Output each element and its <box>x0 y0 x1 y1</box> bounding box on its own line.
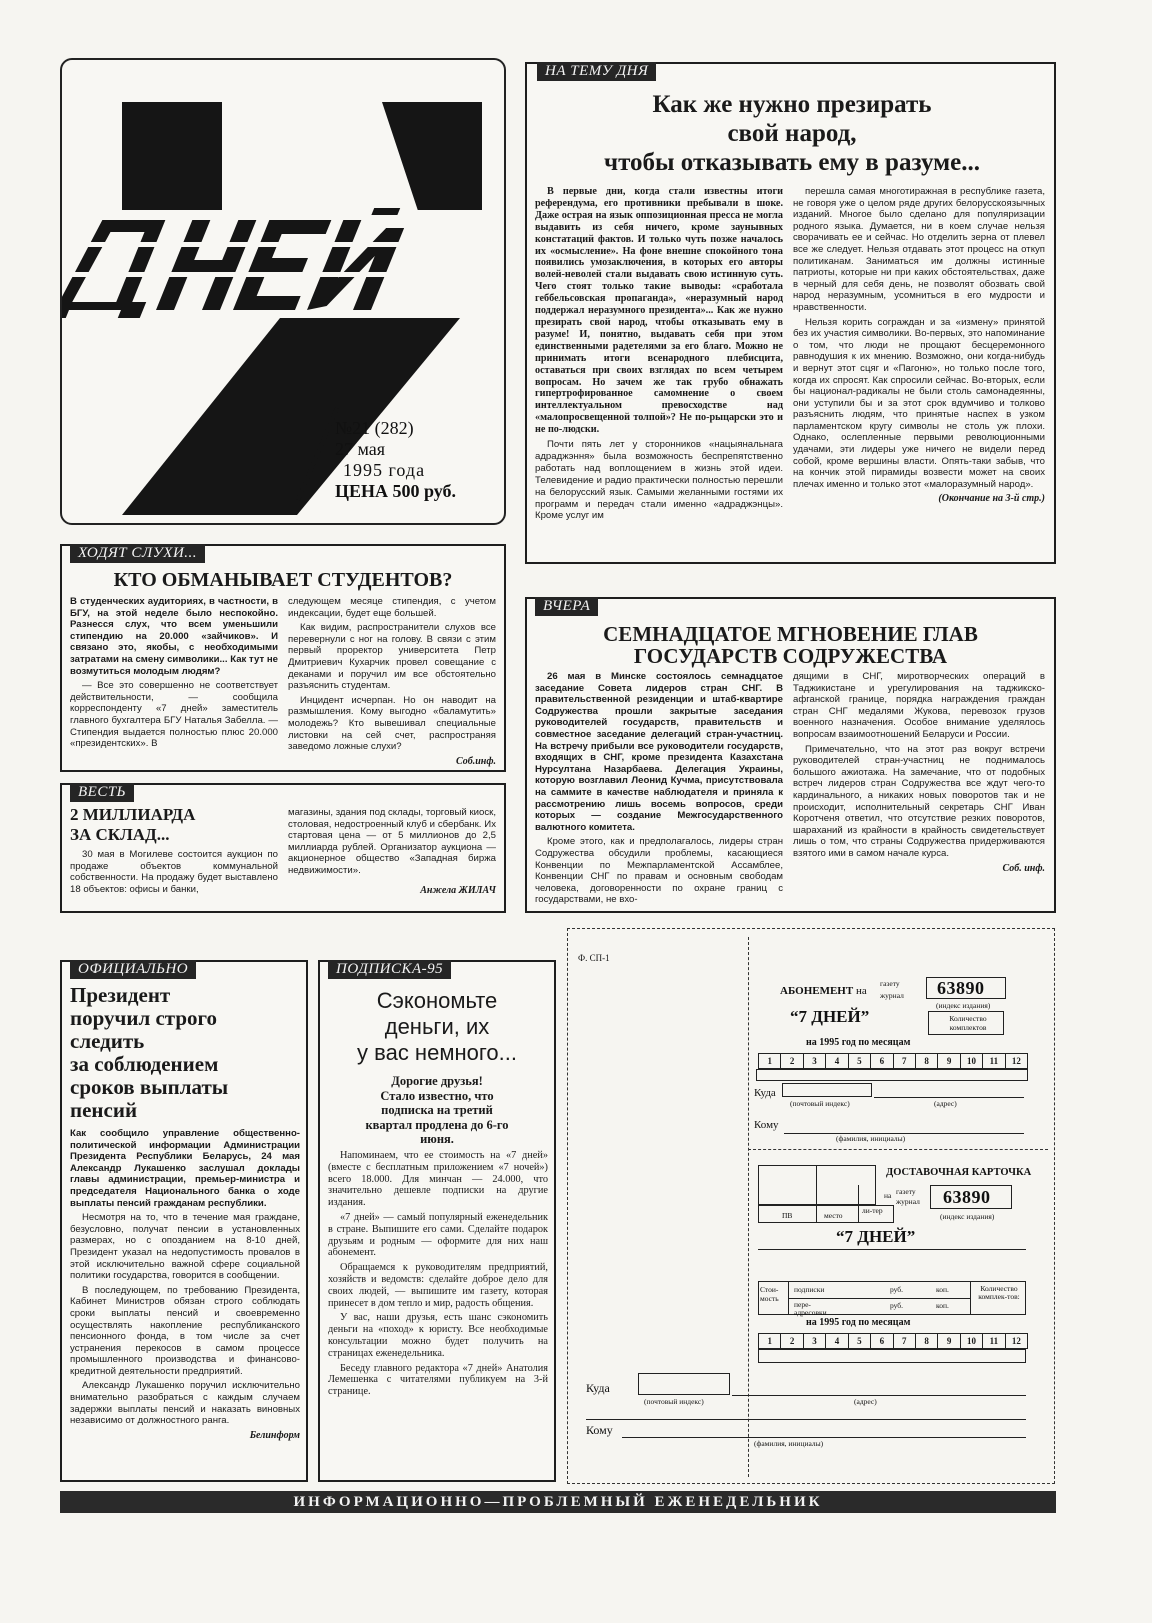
news-rubric: ВЕСТЬ <box>70 783 134 802</box>
month-cell[interactable]: 11 <box>983 1054 1005 1068</box>
official-headline-line: за соблюдением <box>70 1052 219 1076</box>
rumors-paragraph: следующем месяце стипендия, с учетом индексации, будет еще большей. <box>288 596 496 619</box>
form-card-title: ДОСТАВОЧНАЯ КАРТОЧКА <box>886 1167 1032 1178</box>
news-column-2 <box>288 807 496 896</box>
form-qty-label: Количество комплектов <box>949 1014 987 1032</box>
yesterday-rubric: ВЧЕРА <box>535 597 598 616</box>
yesterday-paragraph: Примечательно, что на этот раз вокруг встречи руководителей стран-участниц не поднималось большого ажиотажа. На замечание, что от подобных встреч лидеров стран Содружества все ждут чего-то кардинального, а никаких новых поворотов так и не происходит, исполнительный секретарь СНГ Иван Коротченя ответил, что отсутствие резких поворотов, шараханий из крайности в крайность свидетельствует лишь о том, что страны Содружества придерживаются взятого ими в самом начале курса. <box>793 743 1045 859</box>
form-zhurnal: журнал <box>880 991 904 1000</box>
lead-paragraph: Почти пять лет у сторонников «нацыянальнага адраджэння» была возможность беспрепятственно работать над воплощением в жизнь этой идеи. Телевидение и радио практически полностью перешли на белорусский язык. Самыми желанными гостями их программ и передач стали именно «адраджэнцы». Кроме услуг им <box>535 439 783 522</box>
form-rub-label-2: руб. <box>890 1301 903 1310</box>
form-card-address-label: (адрес) <box>854 1397 877 1406</box>
yesterday-article <box>525 597 1056 913</box>
form-liter-label: ли-тер <box>862 1206 883 1215</box>
form-index-value: 63890 <box>937 978 985 998</box>
issue-info <box>335 418 456 502</box>
month-cell[interactable]: 3 <box>804 1334 826 1348</box>
form-year-label: на 1995 год по месяцам <box>806 1037 911 1048</box>
issue-number: №21 (282) <box>335 418 414 438</box>
subscription-lead <box>320 1074 554 1147</box>
subscription-headline-line: у вас немного... <box>357 1040 517 1065</box>
form-card-extra-line[interactable] <box>586 1419 1026 1420</box>
month-cell[interactable]: 12 <box>1011 1056 1021 1066</box>
official-column <box>70 1128 300 1441</box>
form-cost-mid-line <box>788 1298 970 1299</box>
yesterday-column-2 <box>793 671 1045 874</box>
form-komu-label: Кому <box>754 1119 779 1131</box>
subscription-lead-line: подписка на третий <box>381 1103 493 1117</box>
form-address-line[interactable] <box>874 1097 1024 1098</box>
month-cell[interactable]: 10 <box>961 1054 983 1068</box>
news-paragraph: 30 мая в Могилеве состоится аукцион по продаже объектов коммунальной собственности. На продажу будет выставлено 18 объектов: офисы и банки, <box>70 849 278 895</box>
subscription-headline-line: Сэкономьте <box>376 988 498 1013</box>
yesterday-paragraph: 26 мая в Минске состоялось семнадцатое заседание Совета лидеров стран СНГ. В правительственной резиденции и штаб-квартире Содружества прошли закрытые заседания руководителей государств, правительств и совместное заседание делегаций стран-участниц. На встречу прибыли все руководители государств, входящих в СНГ, кроме президента Казахстана Нурсултана Назарбаева. Делегация Украины, которую возглавил Леонид Кучма, присутствовала на саммите в качестве наблюдателя и приняла к рассмотрению лишь восемь вопросов, среди которых — создание Межгосударственного валютного комитета. <box>535 671 783 833</box>
subscription-headline <box>320 988 554 1066</box>
month-cell[interactable]: 6 <box>871 1334 893 1348</box>
form-code: Ф. СП-1 <box>578 953 610 963</box>
subscription-lead-line: Стало известно, что <box>380 1088 494 1103</box>
form-cost-divider <box>970 1281 971 1315</box>
subscription-form <box>567 928 1055 1484</box>
news-headline <box>70 805 280 845</box>
form-kolvo-label: Количество комплек-тов: <box>978 1284 1020 1301</box>
form-months-grid[interactable] <box>758 1053 1028 1069</box>
form-card-postal-box[interactable] <box>638 1373 730 1395</box>
subscription-paragraph: У вас, наши друзья, есть шанс сэкономить деньги на «поход» к юристу. Все необходимые консультации можно будет получить на страницах еженедельника. <box>328 1312 548 1359</box>
form-kuda-label: Куда <box>754 1087 776 1099</box>
form-kop-label: коп. <box>936 1285 949 1294</box>
rumors-rubric: ХОДЯТ СЛУХИ... <box>70 544 205 563</box>
rumors-article <box>60 544 506 772</box>
yesterday-signature: Соб. инф. <box>1002 862 1045 874</box>
form-card-name-line[interactable] <box>622 1437 1026 1438</box>
month-cell[interactable]: 3 <box>804 1054 826 1068</box>
month-cell[interactable]: 8 <box>916 1054 938 1068</box>
form-card-title-line <box>758 1249 1026 1250</box>
form-index-label: (индекс издания) <box>936 1001 991 1010</box>
official-paragraph: Александр Лукашенко поручил исключительно внимательно разобраться с каждым случаем задержки выплаты пенсий и наказать виновных независимо от должностного ранга. <box>70 1380 300 1427</box>
subscription-column <box>328 1150 548 1401</box>
form-card-address-line[interactable] <box>732 1395 1026 1396</box>
form-postal-index-box[interactable] <box>782 1083 872 1097</box>
form-card-index-value: 63890 <box>943 1187 991 1207</box>
lead-paragraph: В первые дни, когда стали известны итоги референдума, его противники пребывали в шоке. Даже острая на язык оппозиционная пресса не могла выдавить из себя ничего, кроме заунывных констатаций фактов. И только чуть позже началось их «осмысление». На фоне внешне спокойного тона появились умозаключения, в которых его авторы волей-неволей стали выдавать свою истинную суть. Чего стоят только такие выводы: «сработала геббельсовская пропаганда», «неразумный народ поддержал неразумного президента»... Как же нужно презирать свой народ, чтобы отказывать ему в разуме! И, понятно, выдавать себя при этом единственными радетелями за его благо. Можно не принимать итоги всенародного плебисцита, оставаться при своих взглядах по всем четырем вопросам. Но зачем же так грубо обнажать гипертрофированное самомнение о своем интеллектуальном превосходстве над «малопросвещенной толпой»? Не по-рыцарски это и не по-людски. <box>535 186 783 436</box>
official-headline-line: сроков выплаты <box>70 1075 229 1099</box>
form-kop-label-2: коп. <box>936 1301 949 1310</box>
form-card-months-empty-row[interactable] <box>758 1349 1026 1363</box>
yesterday-headline-line-1: СЕМНАДЦАТОЕ МГНОВЕНИЕ ГЛАВ <box>603 622 978 646</box>
official-paragraph: В последующем, по требованию Президента, Кабинет Министров обязан строго соблюдать сроки выплаты пенсий и своевременно осуществлять накопление республиканского пенсионного фонда, в том числе за счет устранения перекосов в самом процессе промышленного производства и финансово-кредитной деятельности предприятий. <box>70 1284 300 1377</box>
month-cell[interactable]: 9 <box>938 1054 960 1068</box>
form-abonement-text: АБОНЕМЕНТ <box>780 985 854 997</box>
rumors-paragraph: В студенческих аудиториях, в частности, в БГУ, на этой неделе было неспокойно. Разнесся слух, что всем уменьшили стипендию на 20.000 «зайчиков». И связано это, якобы, с необходимыми затратами на смену символики... Как тут не возмутиться молодым людям? <box>70 596 278 677</box>
month-cell[interactable]: 5 <box>849 1334 871 1348</box>
rumors-headline: КТО ОБМАНЫВАЕТ СТУДЕНТОВ? <box>113 569 453 591</box>
lead-paragraph: Нельзя корить сограждан и за «измену» принятой без их участия символики. Во-первых, это напоминание о том, что люди не прощают бесцеремонного равнодушия к их мнению. Возможно, они когда-нибудь и вернут этот сцяг и «Пагоню», но только после того, когда их спросят. Как спросили сейчас. Во-вторых, если бы национал-радикалы не были столь самонадеянны, они уступили бы и за этот срок вдумчиво и толково разъяснить людям, что принятые наспех в узком парламентском кругу символы не столь уж плохи. Однако, ослепленные первыми революционными удачами, эти лидеры уже ничего не видели перед собой, кроме вершины власти. Опять-таки забыв, что на кончик этой пирамиды возвести может на своих плечах именно и только этот «малоразумный народ». <box>793 316 1045 490</box>
month-cell[interactable]: 7 <box>894 1334 916 1348</box>
form-abonement-label <box>780 985 867 997</box>
lead-paragraph: перешла самая многотиражная в республике газета, не говоря уже о целом ряде других белорусскоязычных изданий. Многое было сделано для популяризации родного языка. Думается, ни в коем случае нельзя сворачивать ее и сейчас. Но отделить зерна от плевел все же следует. Нельзя отдавать этот процесс на откуп политиканам. Заниматься им должны истинные патриоты, которые ни при каких обстоятельствах, даже в черный для себя день, не позволят обозвать свой народ неразумным, усомниться в его мудрости и нравственности. <box>793 186 1045 313</box>
form-card-zhurnal: журнал <box>896 1197 920 1206</box>
yesterday-paragraph: дящими в СНГ, миротворческих операций в Таджикистане и урегулирования на таджикско-афганской границе, порядка награждения граждан стран СНГ медалями Жукова, перевозок грузов военного назначения. Особое внимание уделялось вопросам взаимоотношений Беларуси и России. <box>793 671 1045 740</box>
official-headline-line: поручил строго <box>70 1006 218 1030</box>
form-card-months-grid[interactable] <box>758 1333 1028 1349</box>
form-gazetu: газету <box>880 979 900 988</box>
lead-headline-line-1: Как же нужно презирать <box>652 91 932 118</box>
month-cell[interactable]: 11 <box>983 1334 1005 1348</box>
form-mesto-label: место <box>824 1211 843 1220</box>
form-card-year-label: на 1995 год по месяцам <box>806 1317 911 1328</box>
form-card-index-box[interactable] <box>930 1185 1012 1209</box>
lead-headline-line-3: чтобы отказывать ему в разуме... <box>603 149 981 176</box>
official-headline-line: Президент <box>70 983 171 1007</box>
form-postal-index-label: (почтовый индекс) <box>790 1099 850 1108</box>
month-cell[interactable]: 10 <box>961 1334 983 1348</box>
official-article <box>60 960 308 1482</box>
issue-year: 1995 года <box>343 460 426 480</box>
lead-headline-line-2: свой народ, <box>727 120 857 147</box>
subscription-lead-line: июня. <box>420 1132 454 1146</box>
rumors-paragraph: — Все это совершенно не соответствует действительности, — сообщила корреспонденту «7 дней» заместитель главного бухгалтера БГУ Наталья Забелла. — Стипендия выдается полностью плюс 20.000 «президентских». В <box>70 680 278 750</box>
lead-headline <box>537 90 1047 177</box>
form-card-postal-label: (почтовый индекс) <box>644 1397 704 1406</box>
issue-price: ЦЕНА 500 руб. <box>335 481 457 501</box>
rumors-paragraph: Как видим, распространители слухов все перевернули с ног на голову. В связи с этим первый проректор университета Петр Дмитриевич Кухарчик провел совещание с деканами и поручил им все обстоятельно разъяснить студентам. <box>288 622 496 692</box>
official-rubric: ОФИЦИАЛЬНО <box>70 960 196 979</box>
lead-continued: (Окончание на 3-й стр.) <box>938 493 1045 505</box>
month-cell[interactable]: 4 <box>826 1054 848 1068</box>
month-cell[interactable]: 6 <box>871 1054 893 1068</box>
rumors-paragraph: Инцидент исчерпан. Но он наводит на размышления. Кому выгодно «баламутить» молодежь? Кто вывешивал специальные листовки на сей счет, распространяя заведомо ложные слухи? <box>288 694 496 753</box>
official-headline-line: пенсий <box>70 1098 138 1122</box>
form-card-index-label: (индекс издания) <box>940 1212 995 1221</box>
month-cell[interactable]: 1 <box>759 1054 781 1068</box>
month-cell[interactable]: 9 <box>938 1334 960 1348</box>
form-months-empty-row[interactable] <box>756 1069 1028 1081</box>
lead-column-2 <box>793 186 1045 505</box>
yesterday-headline <box>527 623 1054 667</box>
official-headline-line: следить <box>70 1029 145 1053</box>
yesterday-paragraph: Кроме этого, как и предполагалось, лидеры стран Содружества обсудили проблемы, касающиеся Конвенции по Межпарламентской Ассамблее, Конвенции СНГ по правам и основным свободам человека, договоренности по охране границ с государствами, не вхо- <box>535 836 783 906</box>
form-name-label: (фамилия, инициалы) <box>836 1134 906 1143</box>
subscription-lead-line: Дорогие друзья! <box>391 1074 483 1088</box>
news-headline-line-2: ЗА СКЛАД... <box>70 825 170 844</box>
month-cell[interactable]: 7 <box>894 1054 916 1068</box>
subscription-paragraph: Напоминаем, что ее стоимость на «7 дней» (вместе с бесплатным приложением «7 ночей») всего 18.000. Для минчан — 24.000, что значительно дешевле подписки на другие издания. <box>328 1150 548 1209</box>
form-na-text: на <box>855 985 867 997</box>
subscription-paragraph: Беседу главного редактора «7 дней» Анатолия Лемешенка с читателями публикуем на 3-й странице. <box>328 1362 548 1398</box>
lead-column-1 <box>535 186 783 525</box>
form-card-name-label: (фамилия, инициалы) <box>754 1439 824 1448</box>
rumors-column-1 <box>70 596 278 753</box>
form-card-na: на <box>884 1191 892 1200</box>
month-cell[interactable]: 1 <box>759 1334 781 1348</box>
lead-article <box>525 62 1056 564</box>
official-paragraph: Несмотря на то, что в течение мая граждане, безусловно, получат пенсии в установленных размерах, но с опозданием на 8-10 дней, Президент указал на недопустимость провалов в этой исключительно важной сфере социальной политики государства, говорится в сообщении. <box>70 1212 300 1282</box>
official-headline <box>70 984 302 1122</box>
month-cell[interactable]: 2 <box>781 1054 803 1068</box>
form-card-komu-label: Кому <box>586 1423 613 1437</box>
form-podpiski-label: подписки <box>794 1285 825 1294</box>
footer-banner: ИНФОРМАЦИОННО—ПРОБЛЕМНЫЙ ЕЖЕНЕДЕЛЬНИК <box>60 1491 1056 1513</box>
month-cell[interactable]: 2 <box>781 1334 803 1348</box>
form-card-title-name: “7 ДНЕЙ” <box>836 1227 916 1246</box>
lead-rubric: НА ТЕМУ ДНЯ <box>537 62 656 81</box>
month-cell[interactable]: 8 <box>916 1334 938 1348</box>
month-cell[interactable]: 5 <box>849 1054 871 1068</box>
form-qty-box[interactable] <box>928 1011 1004 1035</box>
form-stoimost-label: Стои-мость <box>760 1285 779 1303</box>
rumors-signature: Соб.инф. <box>456 755 496 767</box>
form-separator <box>748 1149 1048 1150</box>
official-signature: Белинформ <box>249 1429 300 1441</box>
issue-date: 27 мая <box>335 439 386 459</box>
news-article <box>60 783 506 913</box>
form-card-kuda-label: Куда <box>586 1381 610 1395</box>
official-paragraph: Как сообщило управление общественно-политической информации Администрации Президента Республики Беларусь, 24 мая Александр Лукашенко заслушал доклады главы администрации, премьер-министра и председателя Национального банка о ходе выплаты пенсий гражданам республики. <box>70 1128 300 1209</box>
form-pereadres-label: пере-адресовки <box>794 1300 827 1317</box>
form-index-box[interactable] <box>926 977 1006 999</box>
news-headline-line-1: 2 МИЛЛИАРДА <box>70 805 196 824</box>
subscription-paragraph: «7 дней» — самый популярный еженедельник в стране. Выпишите его сами. Сделайте подарок друзьям и родным — оформите для них наш абонемент. <box>328 1211 548 1259</box>
subscription-headline-line: деньги, их <box>384 1014 490 1039</box>
subscription-lead-line: квартал продлена до 6-го <box>365 1117 509 1132</box>
month-cell[interactable]: 4 <box>826 1334 848 1348</box>
form-title: “7 ДНЕЙ” <box>790 1007 870 1026</box>
month-cell[interactable]: 12 <box>1011 1336 1021 1346</box>
yesterday-column-1 <box>535 671 783 909</box>
news-signature: Анжела ЖИЛАЧ <box>420 884 496 896</box>
subscription-rubric: ПОДПИСКА-95 <box>328 960 451 979</box>
form-cut-line <box>748 937 749 1477</box>
form-pv-label: ПВ <box>782 1211 793 1220</box>
form-address-label: (адрес) <box>934 1099 957 1108</box>
rumors-column-2 <box>288 596 496 767</box>
subscription-article <box>318 960 556 1482</box>
subscription-paragraph: Обращаемся к руководителям предприятий, хозяйств и ведомств: сделайте доброе дело для своих людей, — выпишите им газету, которая принесет в дом тепло и мир, радость общения. <box>328 1262 548 1309</box>
form-card-gazetu: газету <box>896 1187 916 1196</box>
news-column-1 <box>70 849 278 898</box>
news-paragraph: магазины, здания под склады, торговый киоск, столовая, недостроенный клуб и сбербанк. Их стартовая цена — от 5 миллионов до 2,5 миллиарда рублей. Организатор аукциона — акционерное общество «Западная биржа недвижимости». <box>288 807 496 876</box>
yesterday-headline-line-2: ГОСУДАРСТВ СОДРУЖЕСТВА <box>633 644 948 668</box>
form-rub-label: руб. <box>890 1285 903 1294</box>
